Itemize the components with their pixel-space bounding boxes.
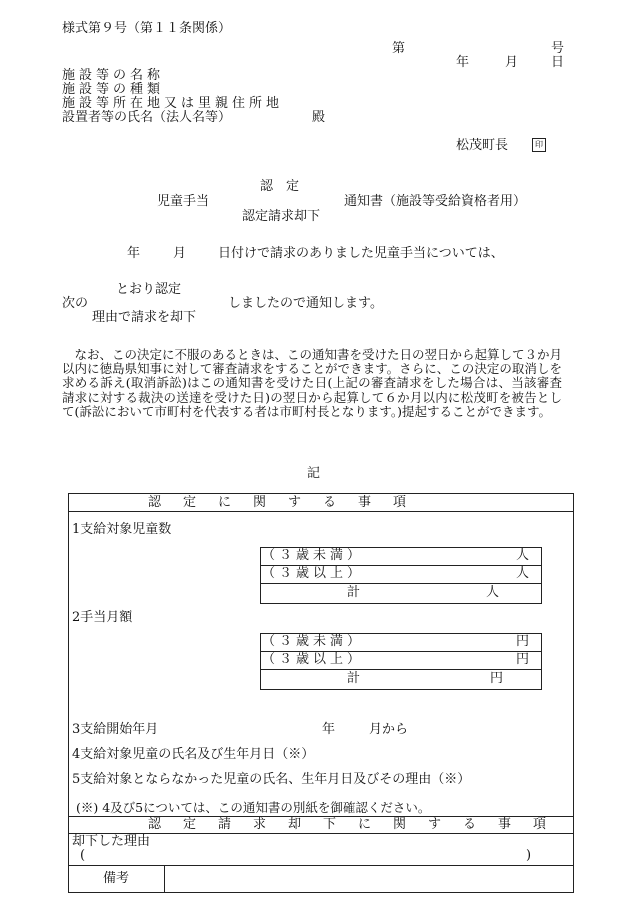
body-line2: しましたので通知します。 — [228, 296, 383, 311]
seal-mark — [532, 138, 546, 153]
divider — [164, 865, 165, 892]
body-opt2: 理由で請求を却下 — [92, 310, 197, 325]
recipient-line2: 施設等の種類 — [62, 82, 165, 97]
title-notice: 通知書（施設等受給資格者用） — [344, 194, 527, 209]
body-tsugi: 次の — [62, 296, 89, 311]
item1-row2-label: （３歳以上） — [262, 566, 365, 581]
sender-name: 松茂町長 — [456, 138, 509, 153]
footnote: (※) 4及び5については、この通知書の別紙を御確認ください。 — [76, 800, 431, 815]
divider — [68, 865, 573, 866]
number-suffix: 号 — [551, 41, 565, 56]
item2-total-label: 計 — [347, 671, 361, 686]
title-kyakka: 認定請求却下 — [242, 209, 321, 224]
item1-row1-unit: 人 — [516, 548, 530, 563]
remarks-label: 備考 — [103, 871, 130, 886]
item2-total-unit: 円 — [490, 671, 504, 686]
item3-label: 3支給開始年月 — [72, 722, 159, 737]
item1-row1-label: （３歳未満） — [262, 548, 365, 563]
form-id: 様式第９号（第１１条関係） — [62, 21, 232, 36]
number-prefix: 第 — [392, 41, 406, 56]
honorific: 殿 — [312, 110, 326, 125]
item2-row1-label: （３歳未満） — [262, 634, 365, 649]
date-year: 年 — [456, 55, 470, 70]
item1-label: 1支給対象児童数 — [72, 522, 172, 537]
item3-month: 月から — [369, 722, 409, 737]
seal-icon: 印 — [532, 138, 546, 152]
section1-title: 認定に関する事項 — [148, 495, 429, 510]
item2-row1-unit: 円 — [516, 634, 530, 649]
recipient-line1: 施設等の名称 — [62, 68, 165, 83]
body-month: 月 — [173, 246, 187, 261]
item3-year: 年 — [322, 722, 336, 737]
ki-label: 記 — [307, 466, 321, 481]
divider — [260, 669, 541, 670]
body-line1: 日付けで請求のありました児童手当については、 — [218, 246, 504, 261]
title-nintei: 認 定 — [260, 179, 300, 194]
section2-title: 認定請求却下に関する事項 — [148, 817, 569, 832]
divider — [68, 511, 573, 512]
title-jido-teate: 児童手当 — [157, 194, 210, 209]
item5-label: 5支給対象とならなかった児童の氏名、生年月日及びその理由（※） — [72, 772, 471, 787]
body-year: 年 — [127, 246, 141, 261]
body-opt1: とおり認定 — [116, 282, 182, 297]
item4-label: 4支給対象児童の氏名及び生年月日（※） — [72, 747, 315, 762]
item1-total-label: 計 — [347, 585, 361, 600]
item2-label: 2手当月額 — [72, 610, 133, 625]
date-month: 月 — [505, 55, 519, 70]
reason-paren-open: ( — [80, 848, 86, 863]
item2-row2-label: （３歳以上） — [262, 652, 365, 667]
notice-paragraph: なお、この決定に不服のあるときは、この通知書を受けた日の翌日から起算して３か月以内に徳島県知事に対して審査請求をすることができます。さらに、この決定の取消しを求める訴え(取消訴訟)はこの通知書を受けた日(上記の審査請求をした場合は、当該審査請求に対する裁決の送達を受けた日)の翌日から起算して６か月以内に松茂町を被告として(訴訟において市町村を代表する者は市町村長となります。)提起することができます。 — [62, 347, 563, 419]
reason-label: 却下した理由 — [72, 834, 151, 849]
reason-paren-close: ) — [526, 848, 532, 863]
recipient-line3: 施設等所在地又は里親住所地 — [62, 96, 284, 111]
date-day: 日 — [551, 55, 565, 70]
item1-total-unit: 人 — [486, 585, 500, 600]
item2-row2-unit: 円 — [516, 652, 530, 667]
divider — [260, 583, 541, 584]
recipient-line4: 設置者等の氏名（法人名等） — [62, 110, 232, 125]
item1-row2-unit: 人 — [516, 566, 530, 581]
